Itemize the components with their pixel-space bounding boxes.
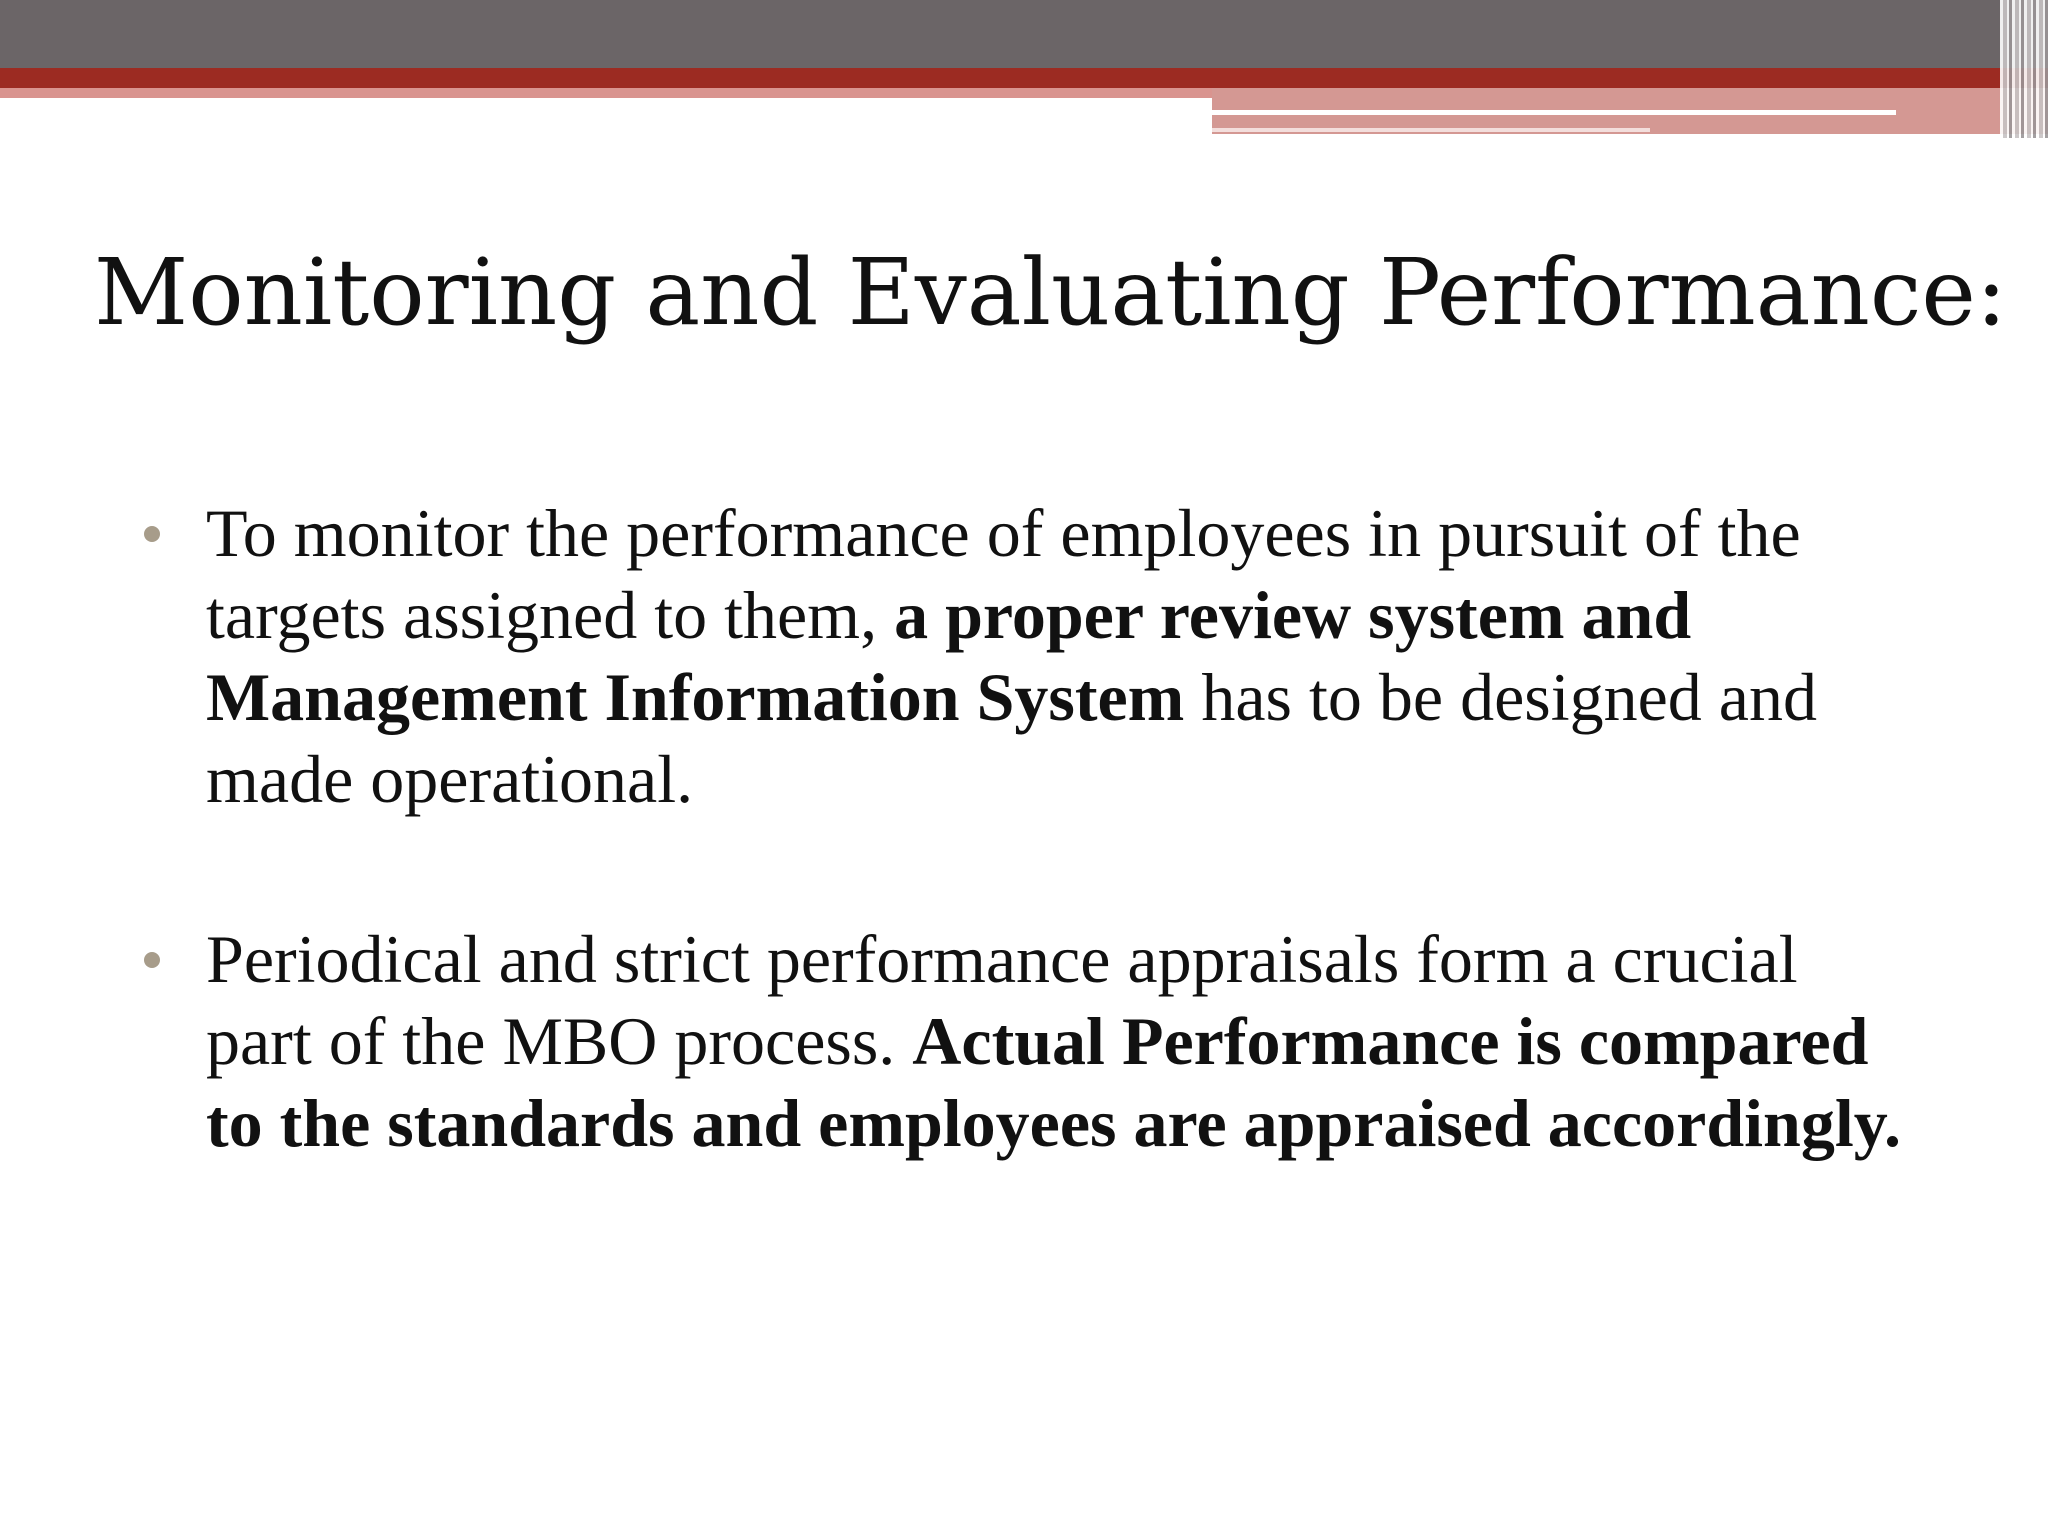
bullet-dot-icon [144, 526, 160, 542]
header-accent-line-secondary [1212, 128, 1650, 132]
bullet-text-bold: Actual Performance is compared to the standards and employees are appraised accordingly. [206, 1003, 1902, 1161]
bullet-item [140, 492, 1920, 820]
header-band-pink-left [0, 88, 1212, 98]
header-stripes [2000, 0, 2048, 138]
header-band-gray [0, 0, 2048, 68]
bullet-list [140, 492, 1920, 1262]
bullet-dot-icon [144, 952, 160, 968]
bullet-item [140, 918, 1920, 1164]
bullet-text-bold: a proper review system and Management Information System [206, 577, 1692, 735]
slide-title: Monitoring and Evaluating Performance: [94, 239, 2007, 346]
bullet-text: has to be designed and made operational. [206, 659, 1817, 817]
header-band-red [0, 68, 2048, 88]
header-accent-line [1212, 110, 1896, 115]
bullet-text: To monitor the performance of employees in pursuit of the targets assigned to them, [206, 495, 1801, 653]
bullet-text: Periodical and strict performance appraisals form a crucial part of the MBO process. [206, 921, 1798, 1079]
